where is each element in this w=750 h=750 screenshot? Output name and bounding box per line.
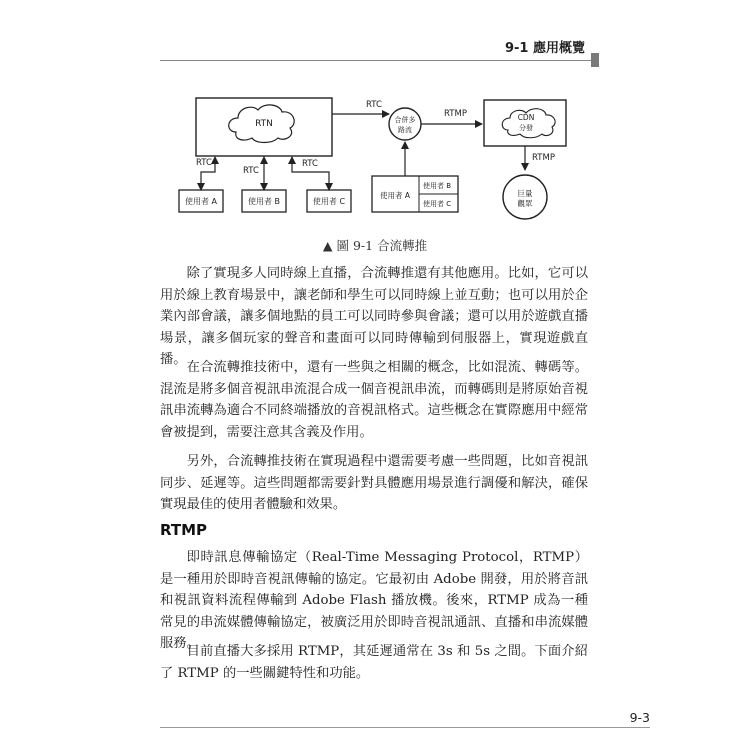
cdn-label-line1: CDN bbox=[517, 113, 535, 122]
running-header: 9-1 應用概覽 bbox=[504, 41, 585, 56]
user-b-link-label: RTC bbox=[243, 166, 259, 176]
right-user-b-label: 使用者 B bbox=[423, 182, 452, 190]
audience-label-line1: 巨量 bbox=[517, 189, 533, 198]
paragraph-3: 另外，合流轉推技術在實現過程中還需要考慮一些問題，比如音視訊同步、延遲等。這些問題都需要針對具體應用場景進行調優和解決，確保實現最佳的使用者體驗和效果。 bbox=[160, 454, 588, 512]
figure-caption: ▲ 圖 9-1 合流轉推 bbox=[322, 238, 428, 253]
rtn-merge-label: RTC bbox=[366, 100, 382, 110]
user-c-link-label: RTC bbox=[302, 159, 318, 169]
cdn-audience-label: RTMP bbox=[532, 153, 555, 163]
rtn-label: RTN bbox=[255, 119, 273, 129]
user-a-link-label: RTC bbox=[196, 158, 212, 168]
merge-stream-diagram bbox=[0, 0, 750, 235]
footer-rule bbox=[160, 727, 650, 728]
page-number: 9-3 bbox=[629, 710, 650, 725]
user-c-label: 使用者 C bbox=[312, 197, 346, 206]
cdn-label-line2: 分發 bbox=[519, 124, 533, 132]
merge-label-line1: 合併多 bbox=[394, 116, 416, 124]
cdn-box bbox=[484, 100, 566, 146]
user-b-label: 使用者 B bbox=[247, 197, 281, 206]
user-a-label: 使用者 A bbox=[184, 197, 218, 206]
merge-circle bbox=[389, 108, 421, 140]
audience-label-line2: 觀眾 bbox=[517, 199, 533, 208]
paragraph-5: 目前直播大多採用 RTMP，其延遲通常在 3s 和 5s 之間。下面介紹了 RTMP 的一些關鍵特性和功能。 bbox=[160, 644, 588, 681]
right-user-c-label: 使用者 C bbox=[423, 200, 452, 208]
merge-cdn-label: RTMP bbox=[444, 109, 467, 119]
paragraph-1: 除了實現多人同時線上直播，合流轉推還有其他應用。比如，它可以用於線上教育場景中，讓老師和學生可以同時線上並互動；也可以用於企業內部會議，讓多個地點的員工可以同時參與會議；還可以用於遊戲直播場景，讓多個玩家的聲音和畫面可以同時傳輸到伺服器上，實現遊戲直播。 bbox=[160, 266, 588, 367]
right-user-a-label: 使用者 A bbox=[380, 191, 411, 200]
paragraph-2: 在合流轉推技術中，還有一些與之相關的概念，比如混流、轉碼等。混流是將多個音視訊串流混合成一個音視訊串流，而轉碼則是將原始音視訊串流轉為適合不同終端播放的音視訊格式。這些概念在實際應用中經常會被提到，需要注意其含義及作用。 bbox=[160, 360, 588, 440]
section-heading-rtmp: RTMP bbox=[160, 521, 208, 539]
paragraph-4: 即時訊息傳輸協定（Real-Time Messaging Protocol，RTMP）是一種用於即時音視訊傳輸的協定。它最初由 Adobe 開發，用於將音訊和視訊資料流程傳輸到 Adobe Flash 播放機。後來，RTMP 成為一種常見的串流媒體傳輸協定，被廣泛用於即時音視訊通訊、直播和串流媒體服務。 bbox=[160, 550, 588, 651]
merge-label-line2: 路流 bbox=[398, 126, 412, 134]
